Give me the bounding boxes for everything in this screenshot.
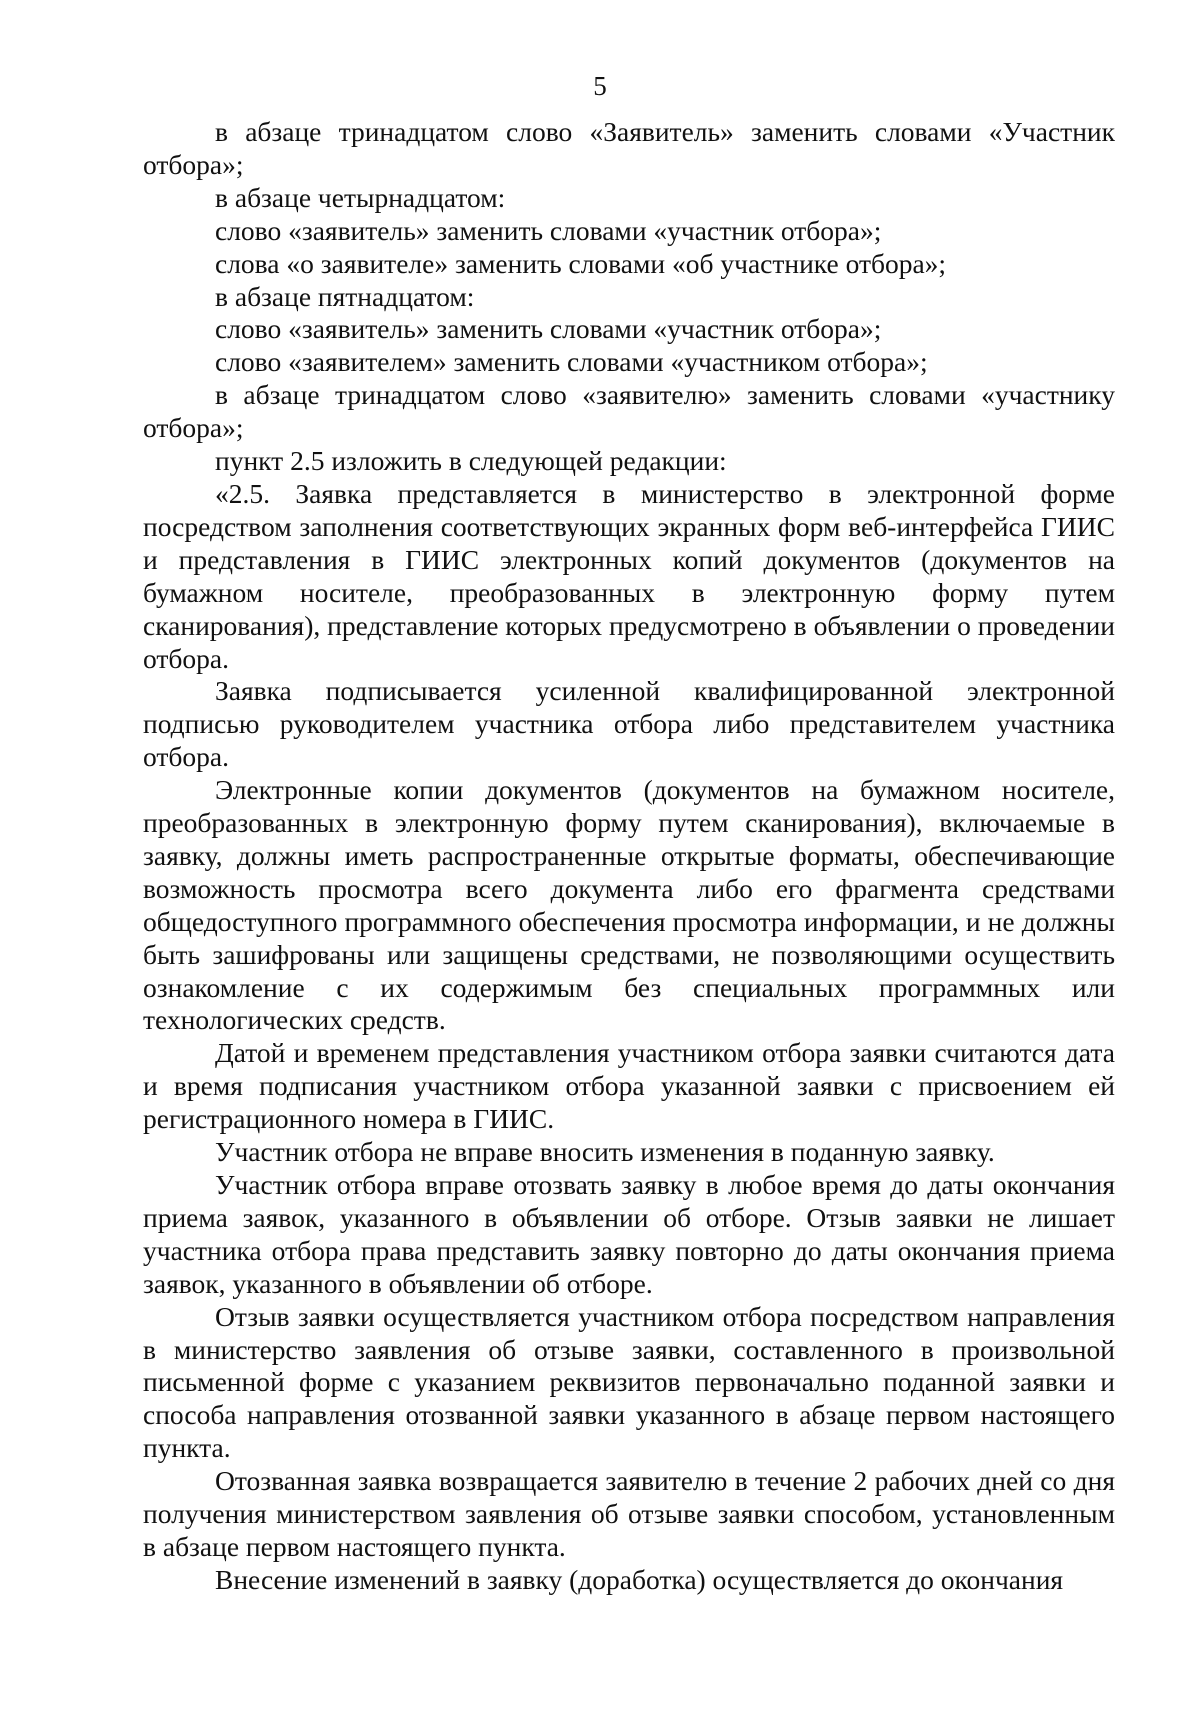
paragraph: в абзаце тринадцатом слово «Заявитель» заменить словами «Участник отбора»; [143,116,1115,180]
paragraph: слово «заявитель» заменить словами «участник отбора»; [215,214,882,246]
paragraph: слова «о заявителе» заменить словами «об участнике отбора»; [215,247,947,279]
paragraph: Отзыв заявки осуществляется участником отбора посредством направления в министерство заявления об отзыве заявки, составленного в произвольной письменной форме с указанием реквизитов первоначально поданной заявки и способа направления отозванной заявки указанного в абзаце первом настоящего пункта. [143,1300,1115,1464]
paragraph: слово «заявитель» заменить словами «участник отбора»; [215,313,882,345]
paragraph: Отозванная заявка возвращается заявителю в течение 2 рабочих дней со дня получения министерством заявления об отзыве заявки способом, установленным в абзаце первом настоящего пункта. [143,1465,1115,1562]
page-number: 5 [593,71,607,101]
paragraph: Датой и временем представления участником отбора заявки считаются дата и время подписания участником отбора указанной заявки с присвоением ей регистрационного номера в ГИИС. [143,1037,1115,1135]
paragraph: в абзаце тринадцатом слово «заявителю» заменить словами «участнику отбора»; [143,379,1115,444]
document-body [143,116,1115,1597]
paragraph: Внесение изменений в заявку (доработка) осуществляется до окончания [215,1563,1064,1595]
paragraph: Заявка подписывается усиленной квалифицированной электронной подписью руководителем участника отбора либо представителем участника отбора. [143,675,1115,773]
paragraph: в абзаце пятнадцатом: [215,280,475,312]
paragraph: Электронные копии документов (документов на бумажном носителе, преобразованных в электронную форму путем сканирования), включаемые в заявку, должны иметь распространенные открытые форматы, обеспечивающие возможность просмотра всего документа либо его фрагмента средствами общедоступного программного обеспечения просмотра информации, и не должны быть зашифрованы или защищены средствами, не позволяющими осуществить ознакомление с их содержимым без специальных программных или технологических средств. [143,774,1115,1036]
paragraph: слово «заявителем» заменить словами «участником отбора»; [215,346,928,378]
paragraph: Участник отбора вправе отозвать заявку в любое время до даты окончания приема заявок, указанного в объявлении об отборе. Отзыв заявки не лишает участника отбора права представить заявку повторно до даты окончания приема заявок, указанного в объявлении об отборе. [143,1169,1115,1299]
paragraph: Участник отбора не вправе вносить изменения в поданную заявку. [215,1136,995,1168]
paragraph: «2.5. Заявка представляется в министерство в электронной форме посредством заполнения соответствующих экранных форм веб-интерфейса ГИИС и представления в ГИИС электронных копий документов (документов на бумажном носителе, преобразованных в электронную форму путем сканирования), представление которых предусмотрено в объявлении о проведении отбора. [143,477,1115,674]
paragraph: в абзаце четырнадцатом: [215,181,506,213]
paragraph: пункт 2.5 изложить в следующей редакции: [215,445,727,477]
